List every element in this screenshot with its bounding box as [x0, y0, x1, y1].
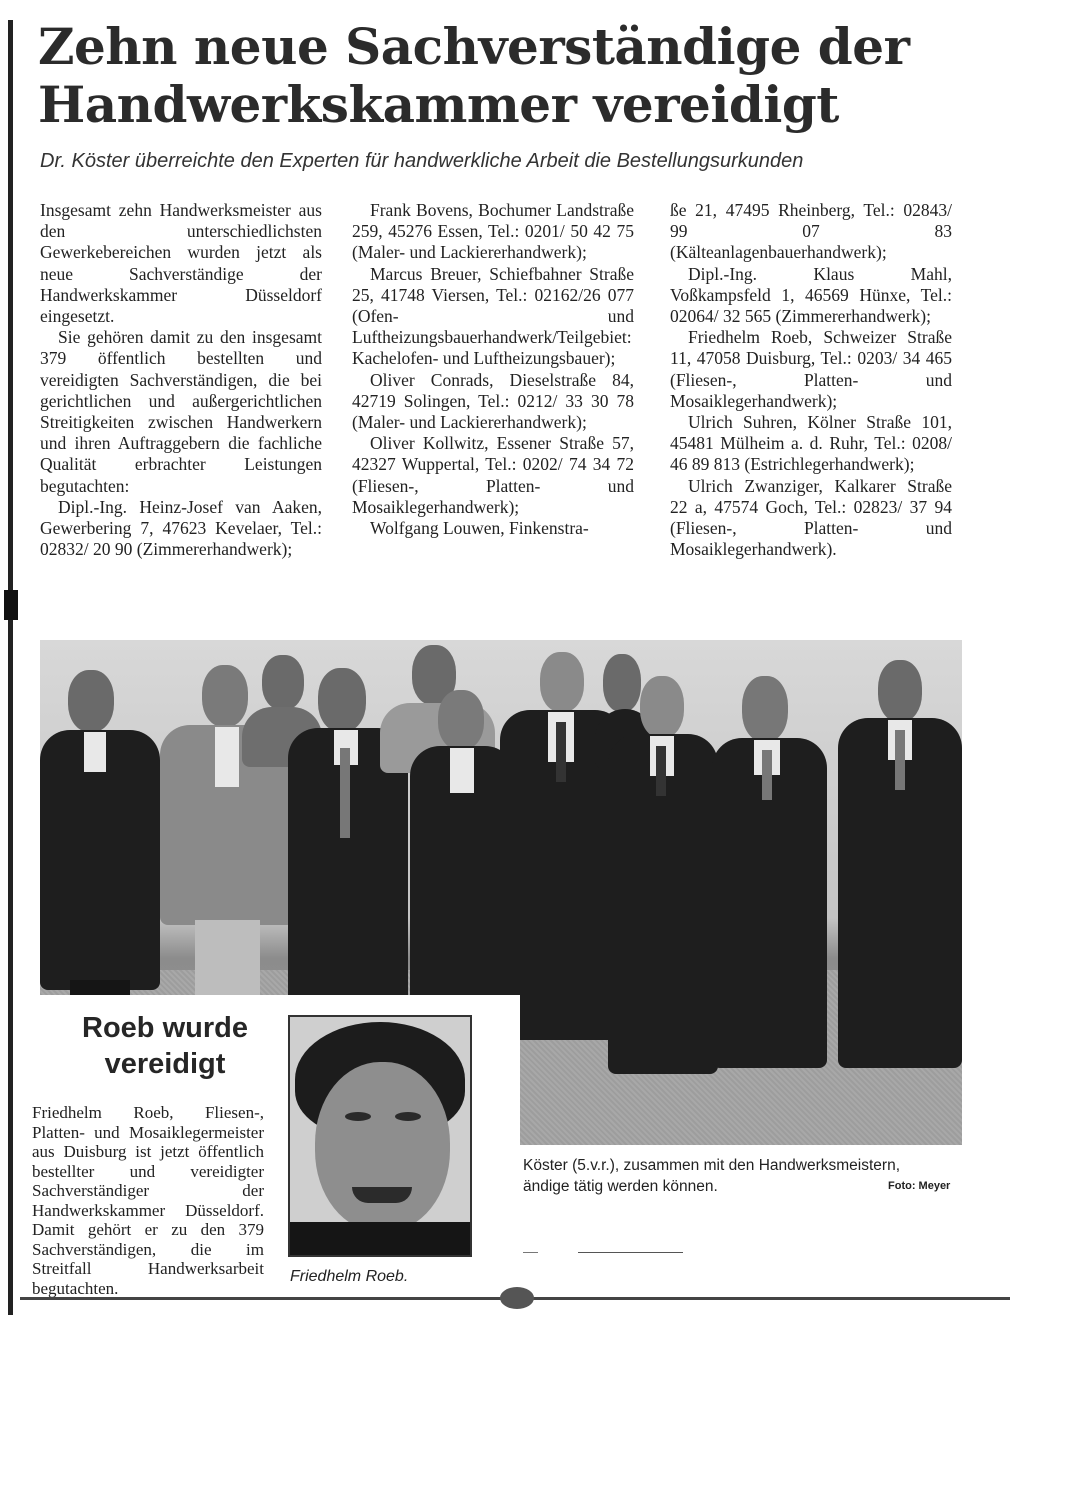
sidebar-title-line-2: vereidigt [104, 1048, 226, 1080]
page-ornament [500, 1287, 534, 1309]
divider [578, 1252, 683, 1253]
page-edge-bar [8, 20, 13, 1315]
subheadline: Dr. Köster überreichte den Experten für handwerkliche Arbeit die Bestellungsurkunden [40, 150, 804, 172]
paragraph: Friedhelm Roeb, Schweizer Straße 11, 47058 Duisburg, Tel.: 0203/ 34 465 (Fliesen-, Platten- und Mosaiklegerhandwerk); [670, 327, 952, 411]
paragraph: ße 21, 47495 Rheinberg, Tel.: 02843/ 99 07 83 (Kälteanlagenbauerhandwerk); [670, 200, 952, 263]
paragraph: Marcus Breuer, Schiefbahner Straße 25, 41748 Viersen, Tel.: 02162/26 077 (Ofen- und Luftheizungsbauerhandwerk/Teilgebiet: Kachelofen- und Luftheizungsbauer); [352, 263, 634, 369]
headline-line-1: Zehn neue Sachverständige der [38, 17, 910, 76]
paragraph: Dipl.-Ing. Heinz-Josef van Aaken, Gewerbering 7, 47623 Kevelaer, Tel.: 02832/ 20 90 (Zimmererhandwerk); [40, 496, 322, 560]
divider [523, 1252, 538, 1253]
sidebar-text: Friedhelm Roeb, Fliesen-, Platten- und Mosaiklegermeister aus Duisburg ist jetzt öffentlich bestellter und vereidigter Sachverständiger der Handwerkskammer Düsseldorf. Damit gehört er zu den 379 Sachverständigen, die im Streitfall Handwerksarbeit begutachten. [32, 1103, 264, 1298]
headline [38, 18, 1038, 134]
paragraph: Frank Bovens, Bochumer Landstraße 259, 45276 Essen, Tel.: 0201/ 50 42 75 (Maler- und Lackiererhandwerk); [352, 200, 634, 263]
article-column-1 [40, 200, 322, 560]
paragraph: Oliver Kollwitz, Essener Straße 57, 42327 Wuppertal, Tel.: 0202/ 74 34 72 (Fliesen-, Platten- und Mosaiklegerhandwerk); [352, 433, 634, 517]
paragraph: Ulrich Zwanziger, Kalkarer Straße 22 a, 47574 Goch, Tel.: 02823/ 37 94 (Fliesen-, Platten- und Mosaiklegerhandwerk). [670, 475, 952, 560]
paragraph: Wolfgang Louwen, Finkenstra- [370, 518, 589, 539]
photo-caption-line-1: Köster (5.v.r.), zusammen mit den Handwerksmeistern, [523, 1157, 901, 1174]
headline-line-2: Handwerkskammer vereidigt [38, 75, 839, 134]
paragraph: Insgesamt zehn Handwerksmeister aus den unterschiedlichsten Gewerkebereichen wurden jetzt als neue Sachverständige der Handwerkskammer Düsseldorf eingesetzt. [40, 200, 322, 327]
sidebar-title-line-1: Roeb wurde [82, 1012, 248, 1044]
article-column-2 [352, 200, 634, 539]
paragraph: Sie gehören damit zu den insgesamt 379 öffentlich bestellten und vereidigten Sachverständigen, die bei gerichtlichen und außergerichtlichen Streitigkeiten zwischen Handwerkern und ihren Auftraggebern die fachliche Qualität erbrachter Leistungen begutachten: [40, 327, 322, 496]
photo-caption-line-2: ändige tätig werden können. [523, 1178, 718, 1195]
photo-credit: Foto: Meyer [888, 1180, 951, 1192]
article-column-3 [670, 200, 952, 560]
paragraph: Ulrich Suhren, Kölner Straße 101, 45481 Mülheim a. d. Ruhr, Tel.: 0208/ 46 89 813 (Estrichlegerhandwerk); [670, 412, 952, 475]
portrait-caption: Friedhelm Roeb. [290, 1268, 409, 1285]
sidebar-title [50, 1010, 280, 1082]
scan-mark [4, 590, 18, 620]
paragraph: Dipl.-Ing. Klaus Mahl, Voßkampsfeld 1, 46569 Hünxe, Tel.: 02064/ 32 565 (Zimmererhandwerk); [670, 263, 952, 327]
sidebar-box [20, 995, 520, 1298]
paragraph: Oliver Conrads, Dieselstraße 84, 42719 Solingen, Tel.: 0212/ 33 30 78 (Maler- und Lackiererhandwerk); [352, 369, 634, 433]
portrait-photo [288, 1015, 472, 1257]
